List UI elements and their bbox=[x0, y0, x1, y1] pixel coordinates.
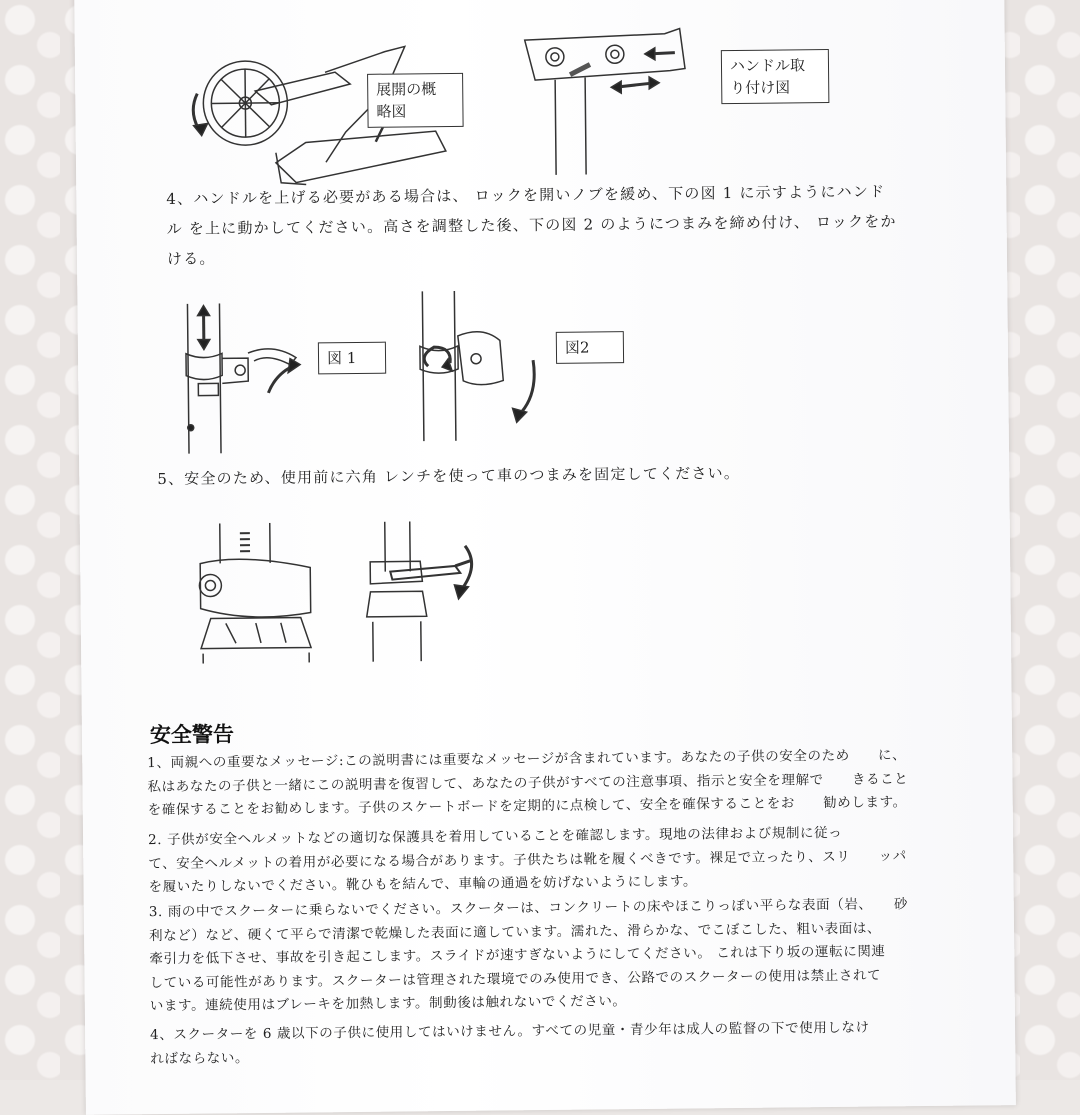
step-5-wrench-diagram bbox=[360, 520, 501, 661]
warning-item-2: 2. 子供が安全ヘルメットなどの適切な保護具を着用していることを確認します。現地の法律および規制に従っ て、安全ヘルメットの着用が必要になる場合があります。子供たちは靴を履くべきです。裸足で立ったり、スリ ッパ を履いたりしないでください。靴ひもを結んで、車輪の通過を妨げないようにします。 bbox=[148, 821, 949, 900]
unfold-label: 展開の概 略図 bbox=[367, 73, 464, 128]
step-4-text: 4、ハンドルを上げる必要がある場合は、 ロックを開いノブを緩め、下の図 1 に示すようにハンド ル を上に動かしてください。高さを調整した後、下の図 2 のようにつまみを締め付け、 ロックをか ける。 bbox=[166, 176, 947, 274]
figure-2-diagram bbox=[407, 290, 559, 442]
warning-item-4: 4、スクーターを 6 歳以下の子供に使用してはいけません。すべての児童・青少年は成人の監督の下で使用しなけ ればならない。 bbox=[150, 1016, 950, 1071]
warning-item-3: 3. 雨の中でスクーターに乗らないでください。スクーターは、コンクリートの床やほこりっぽい平らな表面（岩、 砂 利など）など、硬くて平らで清潔で乾燥した表面に適しています。濡れた、滑らかな、でこぼこした、粗い表面は、 牽引力を低下させ、事故を引き起こします。スライドが速すぎないようにしてください。 これは下り坂の運転に関連 している可能性があります。スクーターは管理された環境でのみ使用でき、公路でのスクーターの使用は禁止されて います。連続使用はブレーキを加熱します。制動後は触れないでください。 bbox=[149, 893, 950, 1019]
figure-1-label: 図 1 bbox=[318, 342, 386, 375]
instruction-sheet bbox=[74, 0, 1016, 1115]
step-5-clamp-diagram bbox=[180, 522, 341, 664]
handle-attach-label: ハンドル取 り付け図 bbox=[721, 49, 830, 104]
handle-attach-diagram bbox=[514, 8, 716, 180]
figure-2-label: 図2 bbox=[556, 331, 624, 364]
step-5-text: 5、安全のため、使用前に六角 レンチを使って車のつまみを固定してください。 bbox=[157, 455, 977, 494]
warning-item-1: 1、両親への重要なメッセージ:この説明書には重要なメッセージが含まれています。あなたの子供の安全のため に、 私はあなたの子供と一緒にこの説明書を復習して、あなたの子供がすべての注意事項、指示と安全を理解で きること を確保することをお勧めします。子供のスケートボードを定期的に点検して、安全を確保することをお 勧めします。 bbox=[147, 744, 948, 823]
safety-warning-title: 安全警告 bbox=[150, 718, 234, 749]
figure-1-diagram bbox=[177, 302, 319, 453]
